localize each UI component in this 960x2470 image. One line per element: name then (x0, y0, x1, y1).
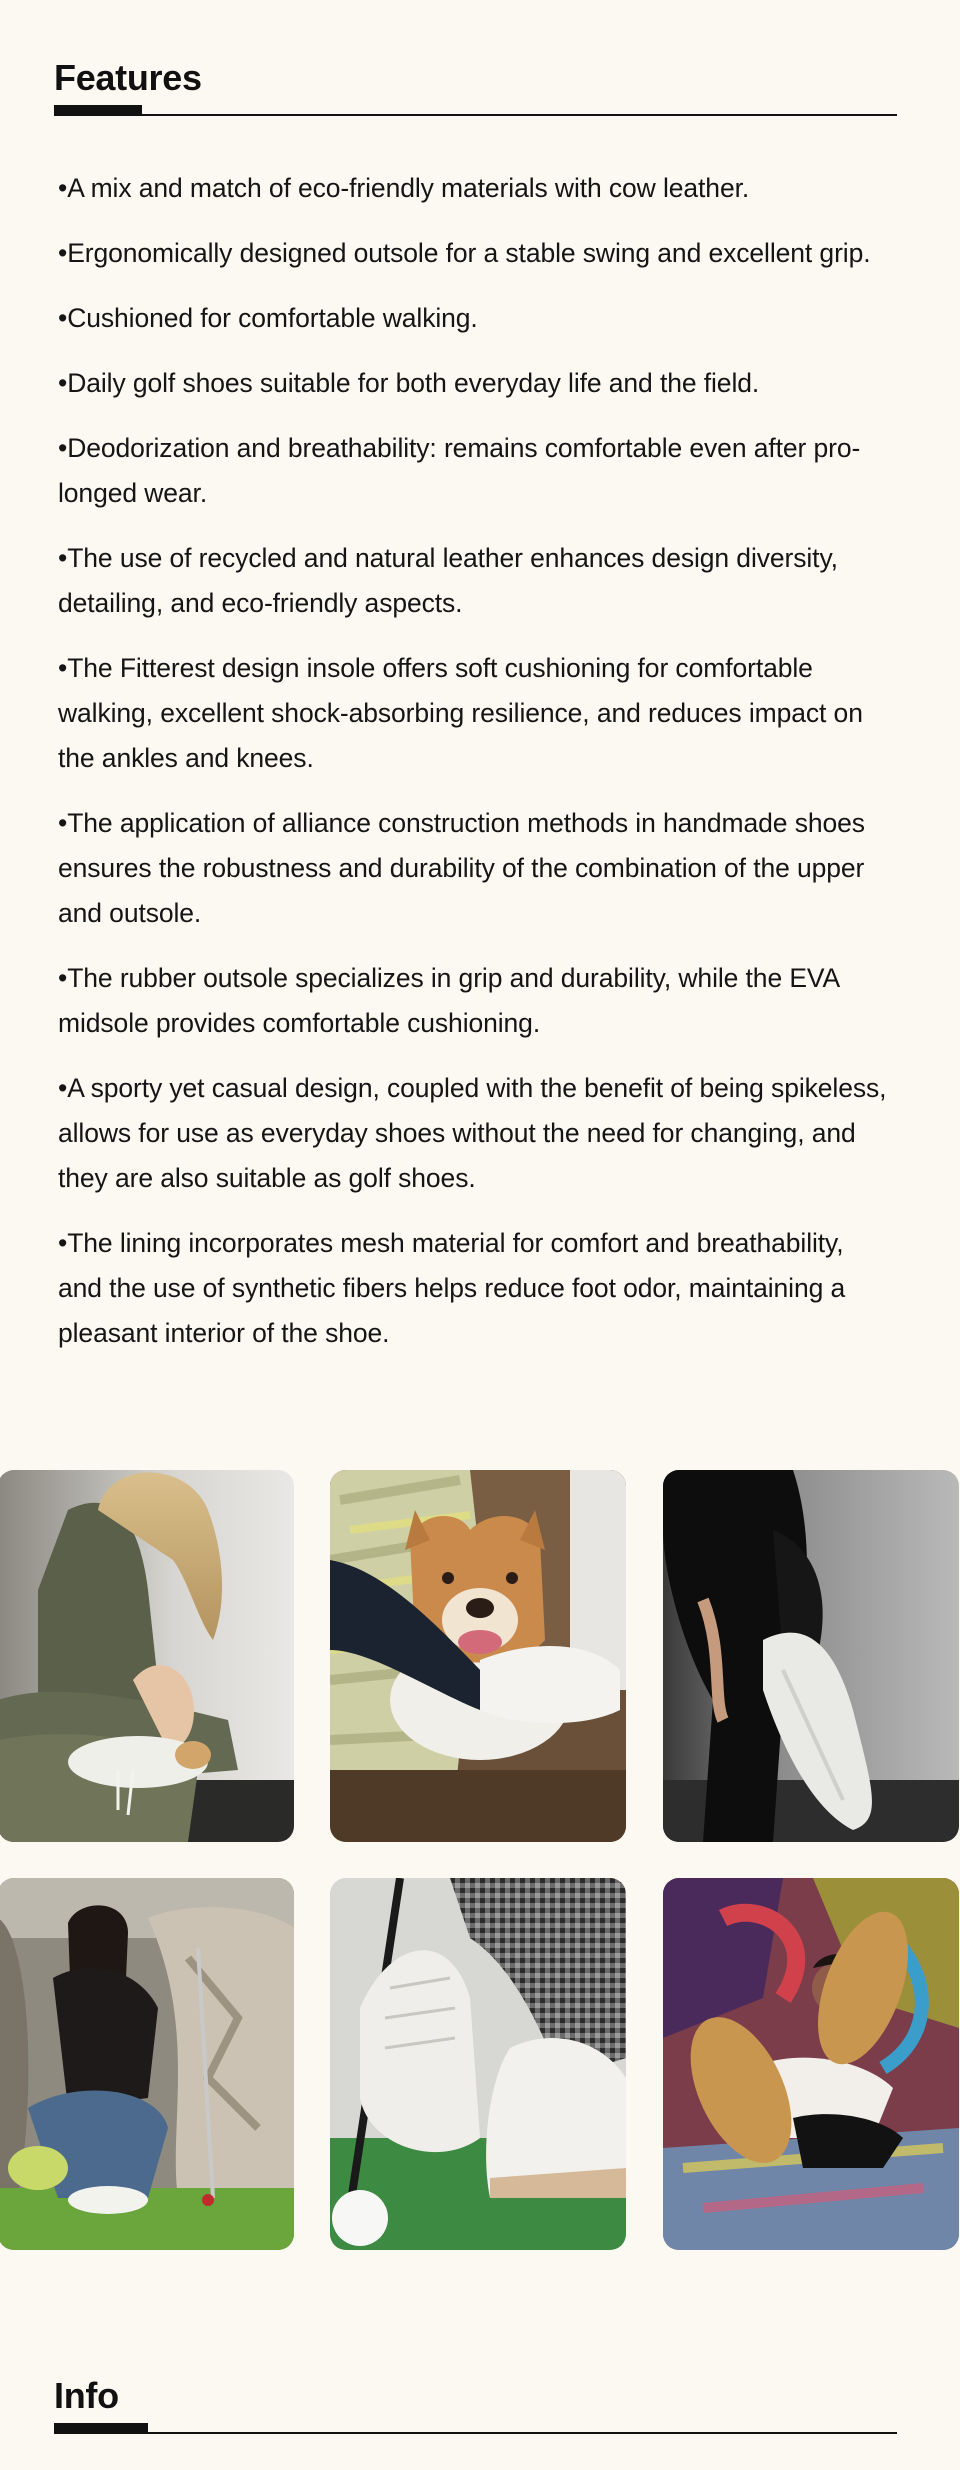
gallery-photo-2[interactable] (330, 1470, 626, 1842)
feature-item: • A sporty yet casual design, coupled with the benefit of being spikeless, allows for use as everyday shoes without the need for changing, and they are also suitable as golf shoes. (58, 1066, 894, 1201)
gallery-photo-4[interactable] (0, 1878, 294, 2250)
gallery-photo-6[interactable] (663, 1878, 959, 2250)
feature-item: • Daily golf shoes suitable for both everyday life and the field. (58, 361, 894, 406)
info-section-header (54, 2375, 897, 2434)
feature-item: • The use of recycled and natural leather enhances design diversity, detailing, and eco-friendly aspects. (58, 536, 894, 626)
feature-item: • Deodorization and breathability: remains comfortable even after prolonged wear. (58, 426, 894, 516)
info-divider (54, 2422, 897, 2434)
features-divider (54, 104, 897, 116)
gallery-photo-5[interactable] (330, 1878, 626, 2250)
feature-item: • The rubber outsole specializes in grip and durability, while the EVA midsole provides comfortable cushioning. (58, 956, 894, 1046)
features-section-header (54, 57, 897, 116)
feature-item: • Ergonomically designed outsole for a stable swing and excellent grip. (58, 231, 894, 276)
feature-item: • The lining incorporates mesh material for comfort and breathability, and the use of synthetic fibers helps reduce foot odor, maintaining a pleasant interior of the shoe. (58, 1221, 894, 1356)
feature-item: • The Fitterest design insole offers soft cushioning for comfortable walking, excellent shock-absorbing resilience, and reduces impact on the ankles and knees. (58, 646, 894, 781)
gallery-photo-1[interactable] (0, 1470, 294, 1842)
feature-item: • A mix and match of eco-friendly materials with cow leather. (58, 166, 894, 211)
feature-item: • Cushioned for comfortable walking. (58, 296, 894, 341)
features-title: Features (54, 57, 202, 98)
feature-item: • The application of alliance construction methods in handmade shoes ensures the robustness and durability of the combination of the upper and outsole. (58, 801, 894, 936)
info-title: Info (54, 2375, 119, 2416)
gallery-photo-3[interactable] (663, 1470, 959, 1842)
features-list (58, 166, 894, 1376)
